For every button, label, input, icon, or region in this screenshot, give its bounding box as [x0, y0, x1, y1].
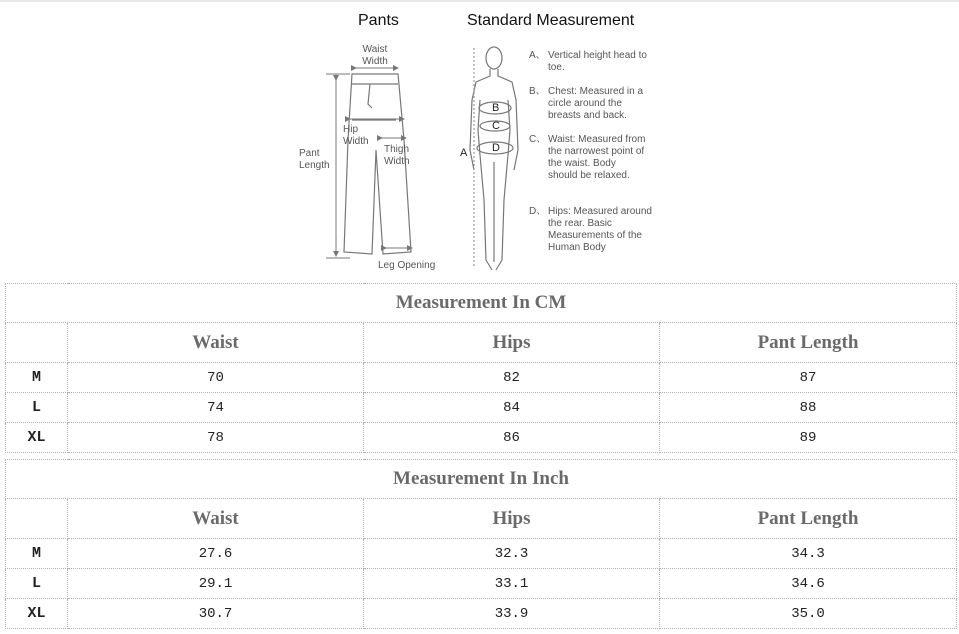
waist-value: 78 [68, 423, 364, 453]
pant-length-value: 35.0 [660, 599, 957, 629]
body-illustration [470, 47, 518, 270]
pants-title: Pants [358, 12, 399, 29]
table-title-inch: Measurement In Inch [6, 460, 957, 499]
table-header-row [6, 499, 957, 539]
diagram-line-art [0, 0, 959, 280]
pant-length-value: 34.3 [660, 539, 957, 569]
size-table-cm [5, 283, 957, 453]
leg-opening-label: Leg Opening [378, 260, 436, 271]
size-cell: L [6, 393, 68, 423]
header-waist: Waist [68, 499, 364, 539]
hips-value: 86 [364, 423, 660, 453]
header-empty-cell [6, 499, 68, 539]
header-hips: Hips [364, 499, 660, 539]
hips-value: 32.3 [364, 539, 660, 569]
waist-value: 70 [68, 363, 364, 393]
thigh-width-label: Thigh Width [384, 144, 410, 167]
key-item-a: A、 Vertical height head to toe. [529, 50, 647, 73]
waist-value: 29.1 [68, 569, 364, 599]
waist-value: 74 [68, 393, 364, 423]
size-table-inch [5, 459, 957, 629]
key-item-b: B、 Chest: Measured in a circle around the breasts and back. [529, 86, 644, 121]
table-row [6, 599, 957, 629]
table-row [6, 363, 957, 393]
waist-width-label: Waist Width [362, 44, 388, 67]
header-empty-cell [6, 323, 68, 363]
size-cell: XL [6, 599, 68, 629]
header-pant-length: Pant Length [660, 499, 957, 539]
standard-measurement-title: Standard Measurement [467, 12, 635, 29]
header-hips: Hips [364, 323, 660, 363]
header-pant-length: Pant Length [660, 323, 957, 363]
pant-length-value: 88 [660, 393, 957, 423]
hips-value: 33.1 [364, 569, 660, 599]
pant-length-value: 87 [660, 363, 957, 393]
waist-value: 27.6 [68, 539, 364, 569]
hips-value: 82 [364, 363, 660, 393]
size-cell: M [6, 363, 68, 393]
table-header-row [6, 323, 957, 363]
pant-length-label: Pant Length [299, 148, 330, 171]
table-row [6, 393, 957, 423]
hip-width-label: Hip Width [343, 124, 369, 147]
waist-value: 30.7 [68, 599, 364, 629]
measurement-diagram [0, 0, 959, 280]
size-cell: L [6, 569, 68, 599]
size-cell: XL [6, 423, 68, 453]
body-letter-d: D [492, 142, 500, 154]
table-row [6, 539, 957, 569]
header-waist: Waist [68, 323, 364, 363]
body-letter-a: A [460, 147, 468, 159]
table-row [6, 569, 957, 599]
hips-value: 84 [364, 393, 660, 423]
hips-value: 33.9 [364, 599, 660, 629]
key-item-d: D、 Hips: Measured around the rear. Basic Measurements of the Human Body [529, 206, 652, 253]
body-letter-b: B [492, 102, 500, 114]
pant-length-value: 34.6 [660, 569, 957, 599]
body-letter-c: C [492, 120, 500, 132]
key-item-c: C、 Waist: Measured from the narrowest point of the waist. Body should be relaxed. [529, 134, 646, 181]
pant-length-value: 89 [660, 423, 957, 453]
size-cell: M [6, 539, 68, 569]
table-title-cm: Measurement In CM [6, 284, 957, 323]
table-row [6, 423, 957, 453]
